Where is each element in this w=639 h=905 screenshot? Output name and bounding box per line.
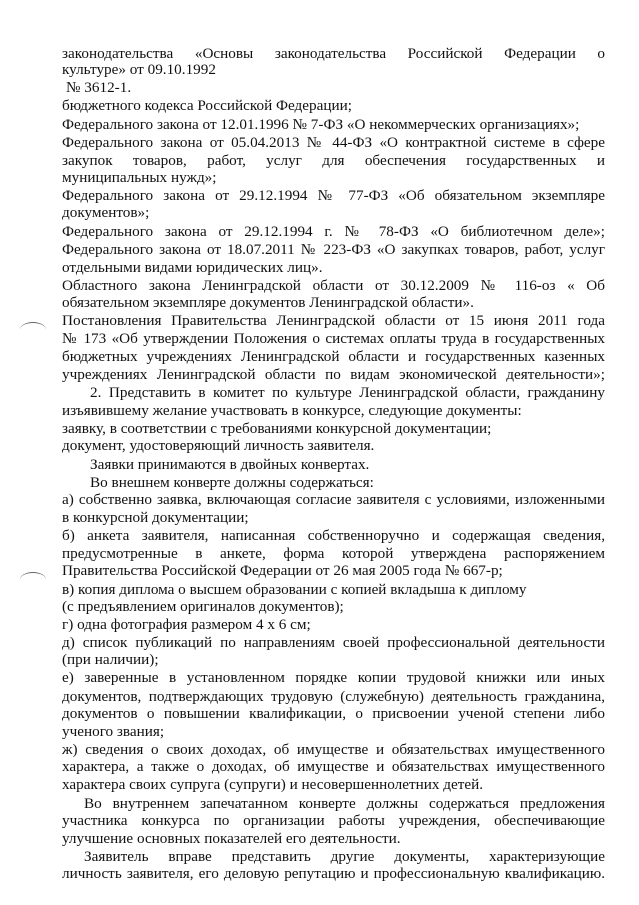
document-line: Федерального закона от 18.07.2011 № 223-ФЗ «О закупках товаров, работ, услуг <box>62 241 605 258</box>
document-line: г) одна фотография размером 4 х 6 см; <box>62 616 311 633</box>
document-line: улучшение основных показателей его деятельности. <box>62 830 401 847</box>
document-line: характера, а также о доходах, об имуществе и обязательствах имущественного <box>62 758 605 775</box>
document-line: бюджетного кодекса Российской Федерации; <box>62 97 352 114</box>
document-line: заявку, в соответствии с требованиями конкурсной документации; <box>62 420 492 437</box>
document-line: Федерального закона от 05.04.2013 № 44-ФЗ «О контрактной системе в сфере <box>62 134 605 151</box>
document-line: отдельными видами юридических лиц». <box>62 259 323 276</box>
document-line: документов, подтверждающих трудовую (служебную) деятельность гражданина, <box>62 688 605 705</box>
document-line: законодательства «Основы законодательства Российской Федерации о <box>62 45 605 62</box>
document-line: № 173 «Об утверждении Положения о системах оплаты труда в государственных <box>62 330 605 347</box>
document-line: ученого звания; <box>62 723 165 740</box>
document-line: обязательном экземпляре документов Ленинградской области». <box>62 294 474 311</box>
document-line: закупок товаров, работ, услуг для обеспечения государственных и <box>62 152 605 169</box>
document-line: характера своих супруга (супруги) и несовершеннолетних детей. <box>62 776 483 793</box>
document-line: Правительства Российской Федерации от 26 мая 2005 года № 667-р; <box>62 562 503 579</box>
document-line: Постановления Правительства Ленинградской области от 15 июня 2011 года <box>62 312 605 329</box>
document-line: документов»; <box>62 204 150 221</box>
document-line: ж) сведения о своих доходах, об имуществе и обязательствах имущественного <box>62 741 605 758</box>
document-line: Заявки принимаются в двойных конвертах. <box>90 456 370 473</box>
document-line: Во внешнем конверте должны содержаться: <box>90 474 374 491</box>
document-line: культуре» от 09.10.1992 <box>62 61 216 78</box>
document-line: Федерального закона от 29.12.1994 г. № 78-ФЗ «О библиотечном деле»; <box>62 223 605 240</box>
document-line: предусмотренные в анкете, форма которой утверждена распоряжением <box>62 545 605 562</box>
document-line: а) собственно заявка, включающая согласие заявителя с условиями, изложенными <box>62 491 605 508</box>
document-line: в конкурсной документации; <box>62 509 249 526</box>
document-line: Федерального закона от 12.01.1996 № 7-ФЗ «О некоммерческих организациях»; <box>62 116 580 133</box>
page-margin-mark <box>20 572 46 587</box>
document-line: Областного закона Ленинградской области от 30.12.2009 № 116-оз « Об <box>62 277 605 294</box>
document-line: 2. Представить в комитет по культуре Ленинградской области, гражданину <box>90 384 605 401</box>
document-line: бюджетных учреждениях Ленинградской области и государственных казенных <box>62 348 605 365</box>
document-line: участника конкурса по организации работы учреждения, обеспечивающие <box>62 812 605 829</box>
document-line: Федерального закона от 29.12.1994 № 77-ФЗ «Об обязательном экземпляре <box>62 187 605 204</box>
document-line: изъявившему желание участвовать в конкурсе, следующие документы: <box>62 402 522 419</box>
document-line: документ, удостоверяющий личность заявителя. <box>62 437 375 454</box>
document-line: № 3612-1. <box>66 79 132 96</box>
document-line: д) список публикаций по направлениям своей профессиональной деятельности <box>62 634 605 651</box>
document-line: Во внутреннем запечатанном конверте должны содержаться предложения <box>84 795 605 812</box>
document-line: (при наличии); <box>62 651 159 668</box>
document-line: документов о повышении квалификации, о присвоении ученой степени либо <box>62 705 605 722</box>
document-line: учреждениях Ленинградской области по видам экономической деятельности»; <box>62 366 605 383</box>
document-line: (с предъявлением оригиналов документов); <box>62 598 344 615</box>
document-line: муниципальных нужд»; <box>62 169 217 186</box>
document-line: Заявитель вправе представить другие документы, характеризующие <box>84 848 605 865</box>
document-line: е) заверенные в установленном порядке копии трудовой книжки или иных <box>62 669 605 686</box>
document-line: личность заявителя, его деловую репутацию и профессиональную квалификацию. <box>62 865 605 882</box>
page-margin-mark <box>20 322 46 337</box>
document-line: б) анкета заявителя, написанная собственноручно и содержащая сведения, <box>62 527 605 544</box>
document-line: в) копия диплома о высшем образовании с копией вкладыша к диплому <box>62 581 527 598</box>
